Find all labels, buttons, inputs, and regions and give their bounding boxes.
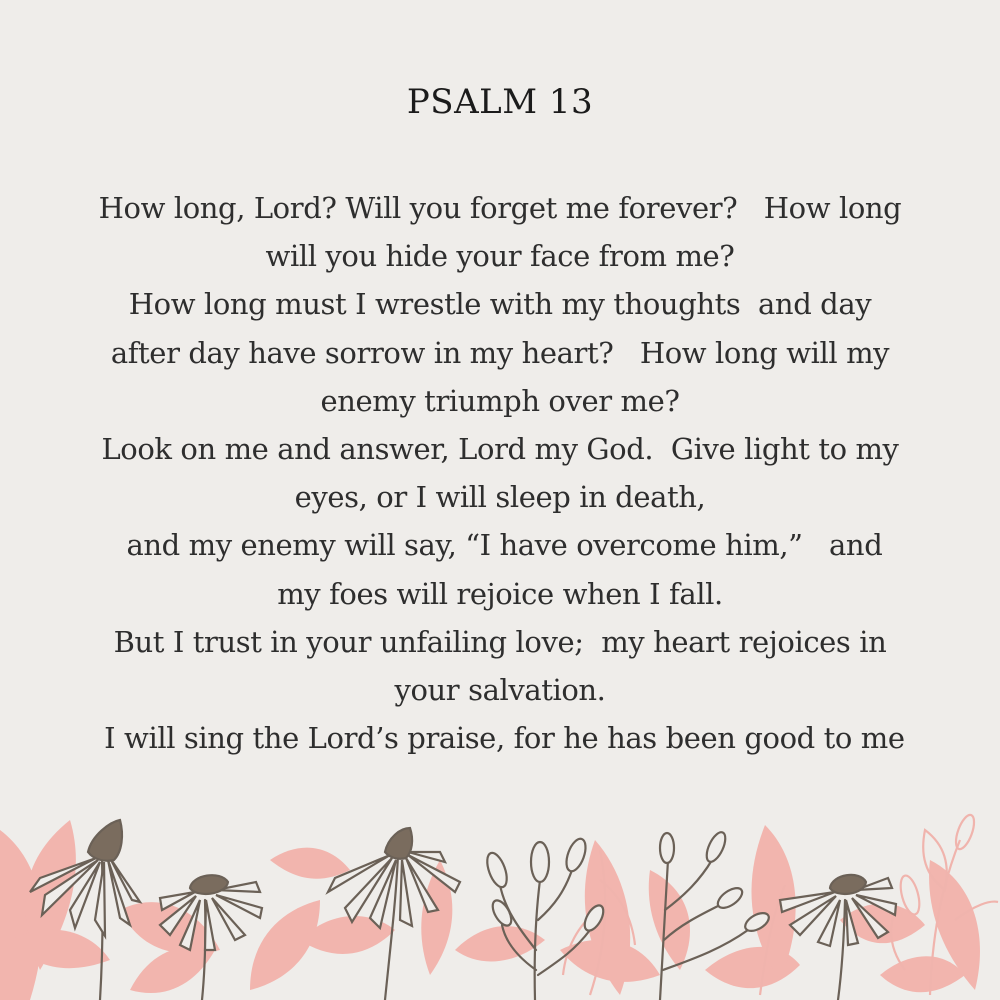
leaf-icon: [0, 820, 980, 1000]
verse-line: Look on me and answer, Lord my God. Give light to my: [101, 432, 899, 467]
psalm-text: [40, 184, 960, 762]
verse-line: How long, Lord? Will you forget me forever? How long: [98, 191, 902, 225]
page-title: PSALM 13: [406, 82, 594, 122]
verse-line: will you hide your face from me?: [265, 239, 735, 274]
verse-line: after day have sorrow in my heart? How long will my: [110, 335, 890, 370]
verse-line: But I trust in your unfailing love; my heart rejoices in: [113, 624, 887, 659]
verse-line: I will sing the Lord’s praise, for he has been good to me: [95, 721, 905, 756]
seed-pod-icon: [483, 836, 607, 1000]
verse-line: and my enemy will say, “I have overcome him,” and: [117, 528, 883, 563]
verse-line: eyes, or I will sleep in death,: [294, 480, 706, 515]
floral-border: [0, 800, 1000, 1000]
verse-line: enemy triumph over me?: [320, 383, 680, 418]
verse-line: How long must I wrestle with my thoughts and day: [128, 287, 872, 322]
coneflower-icon: [780, 875, 896, 1000]
verse-line: my foes will rejoice when I fall.: [277, 576, 723, 611]
verse-line: your salvation.: [394, 673, 606, 708]
